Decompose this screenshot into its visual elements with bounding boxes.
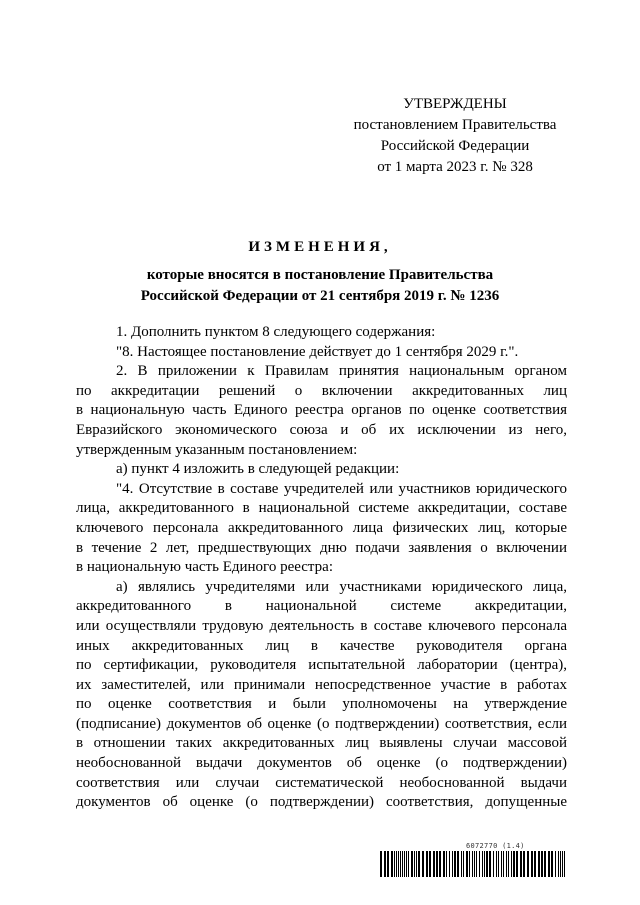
body-line: Евразийского экономического союза и об их исключении из него, (76, 421, 567, 438)
body-line: или осуществляли трудовую деятельность в составе ключевого персонала (76, 617, 567, 634)
body-line: а) являлись учредителями или участниками юридического лица, (116, 578, 567, 595)
document-title: ИЗМЕНЕНИЯ, (248, 239, 392, 255)
body-line: в национальную часть Единого реестра органов по оценке соответствия (76, 402, 567, 419)
approval-line-2: Российской Федерации (380, 138, 530, 154)
body-line: а) пункт 4 изложить в следующей редакции: (116, 461, 400, 478)
body-line: 1. Дополнить пунктом 8 следующего содержания: (116, 324, 436, 340)
approval-line-3: от 1 марта 2023 г. № 328 (377, 159, 533, 175)
body-line: "4. Отсутствие в составе учредителей или участников юридического (116, 480, 567, 497)
body-line: в течение 2 лет, предшествующих дню подачи заявления о включении (76, 539, 567, 556)
approval-line-1: постановлением Правительства (353, 117, 557, 133)
approval-heading: УТВЕРЖДЕНЫ (403, 96, 507, 112)
body-line: их заместителей, или принимали непосредственное участие в работах (76, 676, 567, 693)
body-line: "8. Настоящее постановление действует до 1 сентября 2029 г.". (116, 343, 519, 360)
body-line: по сертификации, руководителя испытательной лаборатории (центра), (76, 657, 567, 674)
document-subtitle (0, 265, 640, 307)
body-line: утвержденным указанным постановлением: (76, 441, 358, 458)
body-line: по аккредитации решений о включении аккредитованных лиц (76, 382, 567, 399)
body-line: необоснованной выдачи документов об оценке (о подтверждении) (76, 755, 567, 772)
body-line: соответствия или случаи систематической необоснованной выдачи (76, 774, 567, 791)
body-line: в отношении таких аккредитованных лиц выявлены случаи массовой (76, 735, 567, 752)
approval-block (340, 94, 570, 178)
body-line: документов об оценке (о подтверждении) соответствия, допущенные (76, 794, 567, 811)
body-line: аккредитованного в национальной системе аккредитации, (76, 598, 567, 615)
barcode (380, 851, 568, 877)
subtitle-line-1: которые вносятся в постановление Правительства (146, 267, 494, 283)
document-body (76, 323, 567, 813)
subtitle-line-2: Российской Федерации от 21 сентября 2019 г. № 1236 (140, 288, 500, 304)
body-line: ключевого персонала аккредитованного лица физических лиц, которые (76, 519, 567, 536)
body-line: 2. В приложении к Правилам принятия национальным органом (116, 363, 567, 380)
body-line: иных аккредитованных лиц в качестве руководителя органа (76, 637, 567, 654)
body-line: лица, аккредитованного в национальной системе аккредитации, составе (76, 500, 567, 517)
body-line: (подписание) документов об оценке (о подтверждении) соответствия, если (76, 715, 567, 732)
footer-document-code: 6072770 (1.4) (466, 842, 525, 850)
body-line: по оценке соответствия и были уполномочены на утверждение (76, 696, 567, 713)
body-line: в национальную часть Единого реестра: (76, 559, 333, 576)
